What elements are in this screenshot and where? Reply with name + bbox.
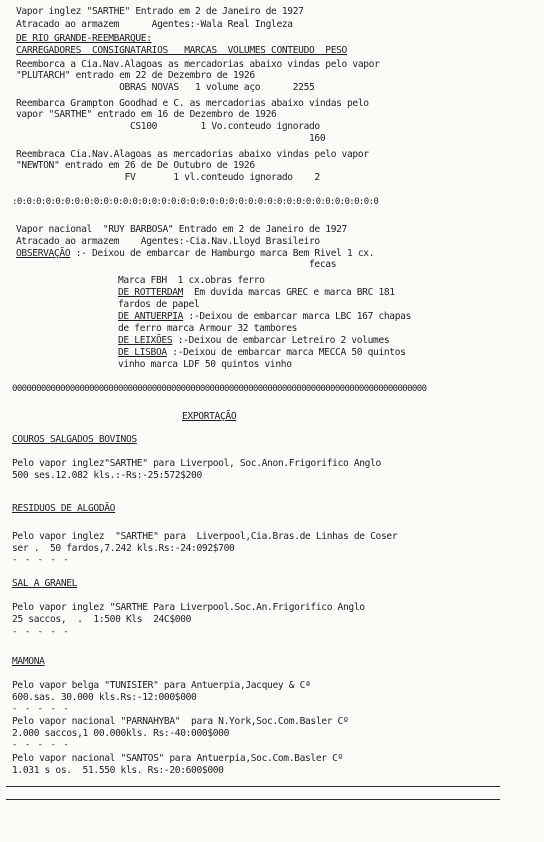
colon-separator: :0:0:0:0:0:0:0:0:0:0:0:0:0:0:0:0:0:0:0:0:0:0:0:0:0:0:0:0:0:0:0:0:0:0:0:0:0:0	[12, 197, 379, 207]
export-line: Pelo vapor inglez"SARTHE" para Liverpool, Soc.Anon.Frigorifico Anglo	[12, 458, 381, 469]
export-line: 1.031 s os. 51.550 kls. Rs:-20:600$000	[12, 765, 224, 776]
export-line: Pelo vapor belga "TUNISIER" para Antuerpia,Jacquey & Cª	[12, 680, 311, 691]
item-origin-label: DE ROTTERDAM	[118, 287, 184, 298]
closing-rule	[6, 799, 500, 800]
column-headers: CARREGADORES CONSIGNATARIOS MARCAS VOLUMES CONTEUDO PESO	[16, 45, 347, 56]
reembarque-line: Reembraca Cia.Nav.Alagoas as mercadorias abaixo vindas pelo vapor	[16, 149, 369, 160]
ship-header-ruy-barbosa: Vapor nacional "RUY BARBOSA" Entrado em 2 de Janeiro de 1927	[16, 224, 347, 235]
reembarque-line: 160	[16, 133, 326, 144]
export-section-heading: SAL A GRANEL	[12, 578, 78, 589]
reembarque-line: "NEWTON" entrado em 26 de De Outubro de 1926	[16, 160, 255, 171]
item-origin-label: DE LISBOA	[118, 347, 167, 358]
observation-item	[118, 299, 199, 310]
reembarque-line: FV 1 vl.conteudo ignorado 2	[16, 172, 320, 183]
dash-rule: - - - - -	[12, 555, 70, 565]
observation-item	[118, 287, 395, 298]
item-origin-label: DE LEIXÕES	[118, 335, 173, 346]
export-line: Pelo vapor nacional "PARNAHYBA" para N.York,Soc.Com.Basler Cº	[12, 716, 349, 727]
dash-rule: - - - - -	[12, 740, 70, 750]
item-text: :-Deixou de embarcar Letreiro 2 volumes	[172, 335, 390, 346]
observation-item	[118, 359, 292, 370]
export-section-heading: COUROS SALGADOS BOVINOS	[12, 434, 137, 445]
item-text: de ferro marca Armour 32 tambores	[118, 323, 298, 334]
section-heading-rio-grande: DE RIO GRANDE-REEMBARQUE:	[16, 33, 152, 44]
observation-item	[118, 335, 389, 346]
item-text: Marca FBH 1 cx.obras ferro	[118, 275, 265, 286]
berth-agents-line: Atracado ao armazem Agentes:-Wala Real Ingleza	[16, 19, 293, 30]
export-line: Pelo vapor nacional "SANTOS" para Antuerpia,Soc.Com.Basler Cº	[12, 753, 343, 764]
reembarque-line: CS100 1 Vo.conteudo ignorado	[16, 121, 320, 132]
ship-header-sarthe: Vapor inglez "SARTHE" Entrado em 2 de Janeiro de 1927	[16, 6, 304, 17]
observation-label: OBSERVAÇÃO	[16, 248, 71, 259]
observation-line	[16, 248, 374, 259]
observation-item	[118, 323, 297, 334]
export-section-heading: RESIDUOS DE ALGODÃO	[12, 503, 116, 514]
item-text: :-Deixou de embarcar marca LBC 167 chapas	[183, 311, 412, 322]
reembarque-line: Reemborca a Cia.Nav.Alagoas as mercadorias abaixo vindas pelo vapor	[16, 59, 380, 70]
closing-rule	[6, 786, 500, 787]
reembarque-line: vapor "SARTHE" entrado em 16 de Dezembro de 1926	[16, 109, 277, 120]
dash-rule: - - - - -	[12, 627, 70, 637]
export-line: 600.sas. 30.000 kls.Rs:-12:000$000	[12, 692, 197, 703]
dash-rule: - - - - -	[12, 704, 70, 714]
item-text: vinho marca LDF 50 quintos vinho	[118, 359, 292, 370]
observation-item	[118, 311, 411, 322]
export-line: 25 saccos, . 1:500 Kls 24C$000	[12, 614, 192, 625]
export-line: Pelo vapor inglez "SARTHE" para Liverpool,Cia.Bras.de Linhas de Coser	[12, 531, 398, 542]
observation-text: :- Deixou de embarcar de Hamburgo marca Bem Rivel 1 cx.	[70, 248, 375, 259]
item-text: Em duvida marcas GREC e marca BRC 181	[183, 287, 395, 298]
export-line: ser . 50 fardos,7.242 kls.Rs:-24:092$700	[12, 543, 235, 554]
item-text: fardos de papel	[118, 299, 200, 310]
export-section-heading: MAMONA	[12, 656, 45, 667]
reembarque-line: OBRAS NOVAS 1 volume aço 2255	[16, 82, 315, 93]
zero-separator: 00000000000000000000000000000000000000000000000000000000000000000000000000000000000000	[12, 384, 427, 394]
export-line: Pelo vapor inglez "SARTHE Para Liverpool.Soc.An.Frigorifico Anglo	[12, 602, 365, 613]
export-title: EXPORTAÇÃO	[182, 411, 237, 422]
export-line: 2.000 saccos,1 00.000kls. Rs:-40:000$000	[12, 728, 230, 739]
export-line: 500 ses.12.082 kls.:-Rs:-25:572$200	[12, 470, 202, 481]
berth-agents-line: Atracado ao armazem Agentes:-Cia.Nav.Lloyd Brasileiro	[16, 236, 320, 247]
reembarque-line: Reembarca Grampton Goodhad e C. as mercadorias abaixo vindas pelo	[16, 98, 369, 109]
observation-continuation: fecas	[16, 259, 337, 270]
item-origin-label: DE ANTUERPIA	[118, 311, 184, 322]
observation-item	[118, 275, 265, 286]
reembarque-line: "PLUTARCH" entrado em 22 de Dezembro de 1926	[16, 70, 255, 81]
item-text: :-Deixou de embarcar marca MECCA 50 quintos	[166, 347, 406, 358]
observation-item	[118, 347, 406, 358]
